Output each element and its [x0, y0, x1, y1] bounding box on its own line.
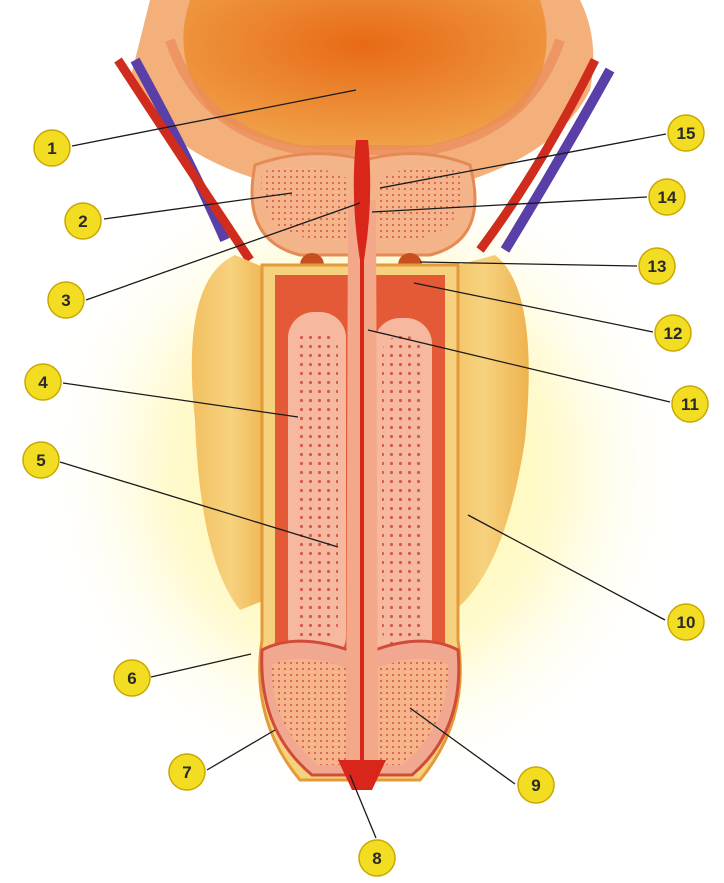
callout-6: [114, 660, 150, 696]
corpus-cavernosum-right-core: [382, 336, 424, 648]
svg-text:7: 7: [182, 763, 192, 782]
svg-text:1: 1: [47, 139, 57, 158]
svg-text:12: 12: [663, 324, 683, 343]
callout-4: [25, 364, 61, 400]
corpus-cavernosum-left-core: [296, 330, 338, 642]
callout-14: [649, 179, 685, 215]
svg-text:2: 2: [78, 212, 88, 231]
callout-9: [518, 767, 554, 803]
callout-15: [668, 115, 704, 151]
callout-5: [23, 442, 59, 478]
svg-text:3: 3: [61, 291, 71, 310]
callout-11: [672, 386, 708, 422]
callout-10: [668, 604, 704, 640]
svg-text:9: 9: [531, 776, 541, 795]
svg-text:14: 14: [657, 188, 677, 207]
svg-text:4: 4: [38, 373, 48, 392]
callout-2: [65, 203, 101, 239]
svg-text:11: 11: [681, 395, 699, 414]
svg-text:6: 6: [127, 669, 137, 688]
svg-text:13: 13: [647, 257, 667, 276]
svg-text:15: 15: [676, 124, 696, 143]
svg-text:8: 8: [372, 849, 382, 868]
svg-text:10: 10: [676, 613, 696, 632]
callout-7: [169, 754, 205, 790]
callout-1: [34, 130, 70, 166]
callout-3: [48, 282, 84, 318]
callout-12: [655, 315, 691, 351]
callout-8: [359, 840, 395, 876]
callout-13: [639, 248, 675, 284]
svg-text:5: 5: [36, 451, 46, 470]
